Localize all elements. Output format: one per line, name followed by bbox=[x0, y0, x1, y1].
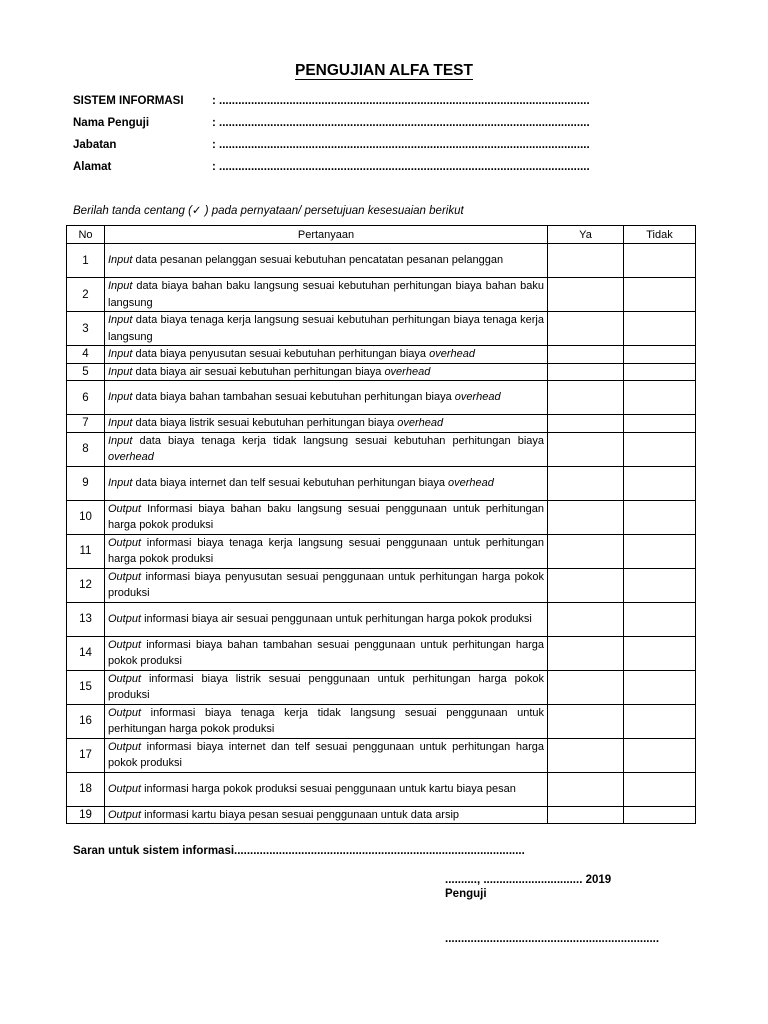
tidak-checkbox-cell[interactable] bbox=[624, 244, 696, 278]
row-question bbox=[105, 534, 548, 568]
table-row bbox=[67, 244, 696, 278]
question-text: informasi biaya tenaga kerja langsung sesuai penggunaan untuk perhitungan harga pokok produksi bbox=[108, 536, 544, 565]
row-number: 18 bbox=[67, 772, 105, 806]
table-row bbox=[67, 670, 696, 704]
yes-checkbox-cell[interactable] bbox=[548, 738, 624, 772]
row-number: 16 bbox=[67, 704, 105, 738]
question-lead: Input bbox=[108, 348, 133, 360]
yes-checkbox-cell[interactable] bbox=[548, 602, 624, 636]
row-question bbox=[105, 415, 548, 433]
row-question bbox=[105, 704, 548, 738]
table-row bbox=[67, 738, 696, 772]
question-table bbox=[66, 225, 696, 824]
table-row bbox=[67, 806, 696, 824]
yes-checkbox-cell[interactable] bbox=[548, 381, 624, 415]
tidak-checkbox-cell[interactable] bbox=[624, 363, 696, 381]
question-tail: overhead bbox=[448, 476, 494, 489]
row-number: 6 bbox=[67, 381, 105, 415]
field-value[interactable]: : .................................................................................................................... bbox=[212, 161, 590, 173]
yes-checkbox-cell[interactable] bbox=[548, 636, 624, 670]
row-number: 1 bbox=[67, 244, 105, 278]
question-lead: Output bbox=[108, 782, 142, 795]
row-number: 9 bbox=[67, 466, 105, 500]
row-number: 7 bbox=[67, 415, 105, 433]
tidak-checkbox-cell[interactable] bbox=[624, 466, 696, 500]
instruction-text: Berilah tanda centang (✓ ) pada pernyataan/ persetujuan kesesuaian berikut bbox=[73, 205, 464, 217]
question-text: informasi biaya air sesuai penggunaan untuk perhitungan harga pokok produksi bbox=[141, 612, 532, 625]
question-lead: Input bbox=[108, 391, 133, 404]
yes-checkbox-cell[interactable] bbox=[548, 670, 624, 704]
row-question bbox=[105, 466, 548, 500]
tidak-checkbox-cell[interactable] bbox=[624, 636, 696, 670]
table-row bbox=[67, 381, 696, 415]
question-lead: Output bbox=[108, 612, 142, 625]
tidak-checkbox-cell[interactable] bbox=[624, 772, 696, 806]
signature-line[interactable]: ................................................................... bbox=[445, 933, 660, 945]
question-text: data biaya tenaga kerja langsung sesuai kebutuhan perhitungan biaya tenaga kerja langsung bbox=[108, 314, 544, 343]
date-line[interactable]: .........., ............................... 2019 bbox=[445, 874, 612, 886]
question-lead: Output bbox=[108, 502, 142, 515]
question-text: data biaya internet dan telf sesuai kebutuhan perhitungan biaya bbox=[132, 476, 449, 489]
question-lead: Output bbox=[108, 740, 142, 753]
yes-checkbox-cell[interactable] bbox=[548, 466, 624, 500]
row-question bbox=[105, 278, 548, 312]
row-number: 14 bbox=[67, 636, 105, 670]
table-row bbox=[67, 432, 696, 466]
tidak-checkbox-cell[interactable] bbox=[624, 738, 696, 772]
table-row bbox=[67, 312, 696, 346]
tidak-checkbox-cell[interactable] bbox=[624, 346, 696, 364]
field-label: Nama Penguji bbox=[73, 117, 150, 129]
table-row bbox=[67, 636, 696, 670]
row-question bbox=[105, 738, 548, 772]
question-text: data biaya tenaga kerja tidak langsung sesuai kebutuhan perhitungan biaya bbox=[132, 434, 544, 447]
question-text: informasi kartu biaya pesan sesuai penggunaan untuk data arsip bbox=[141, 808, 460, 821]
yes-checkbox-cell[interactable] bbox=[548, 415, 624, 433]
table-row bbox=[67, 568, 696, 602]
question-lead: Input bbox=[108, 365, 133, 378]
row-question bbox=[105, 363, 548, 381]
question-text: data biaya penyusutan sesuai kebutuhan perhitungan biaya bbox=[132, 348, 430, 360]
row-question bbox=[105, 806, 548, 824]
penguji-label: Penguji bbox=[445, 888, 487, 900]
question-text: data pesanan pelanggan sesuai kebutuhan pencatatan pesanan pelanggan bbox=[132, 254, 504, 267]
table-row bbox=[67, 500, 696, 534]
question-text: informasi biaya internet dan telf sesuai penggunaan untuk perhitungan harga pokok produksi bbox=[108, 740, 544, 769]
row-question bbox=[105, 244, 548, 278]
field-value[interactable]: : .................................................................................................................... bbox=[212, 95, 590, 107]
tidak-checkbox-cell[interactable] bbox=[624, 670, 696, 704]
yes-checkbox-cell[interactable] bbox=[548, 432, 624, 466]
tidak-checkbox-cell[interactable] bbox=[624, 602, 696, 636]
table-row bbox=[67, 704, 696, 738]
yes-checkbox-cell[interactable] bbox=[548, 312, 624, 346]
row-number: 11 bbox=[67, 534, 105, 568]
question-text: data biaya listrik sesuai kebutuhan perhitungan biaya bbox=[132, 417, 398, 429]
table-row bbox=[67, 415, 696, 433]
yes-checkbox-cell[interactable] bbox=[548, 568, 624, 602]
row-question bbox=[105, 602, 548, 636]
question-lead: Output bbox=[108, 808, 142, 821]
tidak-checkbox-cell[interactable] bbox=[624, 704, 696, 738]
saran-line[interactable]: Saran untuk sistem informasi........................................................................................... bbox=[73, 845, 525, 857]
yes-checkbox-cell[interactable] bbox=[548, 806, 624, 824]
row-number: 12 bbox=[67, 568, 105, 602]
question-lead: Output bbox=[108, 536, 142, 549]
tidak-checkbox-cell[interactable] bbox=[624, 381, 696, 415]
question-text: informasi harga pokok produksi sesuai penggunaan untuk kartu biaya pesan bbox=[141, 782, 516, 795]
row-number: 10 bbox=[67, 500, 105, 534]
yes-checkbox-cell[interactable] bbox=[548, 534, 624, 568]
table-row bbox=[67, 363, 696, 381]
tidak-checkbox-cell[interactable] bbox=[624, 415, 696, 433]
question-lead: Output bbox=[108, 638, 142, 651]
table-row bbox=[67, 534, 696, 568]
row-number: 3 bbox=[67, 312, 105, 346]
header-question: Pertanyaan bbox=[105, 226, 548, 244]
row-number: 13 bbox=[67, 602, 105, 636]
tidak-checkbox-cell[interactable] bbox=[624, 806, 696, 824]
header-yes: Ya bbox=[548, 226, 624, 244]
question-text: informasi biaya listrik sesuai penggunaan untuk perhitungan harga pokok produksi bbox=[108, 672, 544, 701]
tidak-checkbox-cell[interactable] bbox=[624, 568, 696, 602]
row-question bbox=[105, 636, 548, 670]
question-lead: Output bbox=[108, 672, 142, 685]
question-lead: Input bbox=[108, 434, 133, 447]
yes-checkbox-cell[interactable] bbox=[548, 772, 624, 806]
question-text: Informasi biaya bahan baku langsung sesuai penggunaan untuk perhitungan harga pokok produksi bbox=[108, 502, 544, 531]
tidak-checkbox-cell[interactable] bbox=[624, 534, 696, 568]
row-question bbox=[105, 568, 548, 602]
row-question bbox=[105, 381, 548, 415]
yes-checkbox-cell[interactable] bbox=[548, 704, 624, 738]
question-text: informasi biaya bahan tambahan sesuai penggunaan untuk perhitungan harga pokok produksi bbox=[108, 638, 544, 667]
row-number: 5 bbox=[67, 363, 105, 381]
tidak-checkbox-cell[interactable] bbox=[624, 432, 696, 466]
table-row bbox=[67, 602, 696, 636]
question-lead: Output bbox=[108, 570, 142, 583]
row-question bbox=[105, 432, 548, 466]
table-header-row bbox=[67, 226, 696, 244]
field-label: SISTEM INFORMASI bbox=[73, 95, 184, 107]
page-title: PENGUJIAN ALFA TEST bbox=[295, 62, 473, 79]
yes-checkbox-cell[interactable] bbox=[548, 346, 624, 364]
field-value[interactable]: : .................................................................................................................... bbox=[212, 139, 590, 151]
question-tail: overhead bbox=[454, 391, 501, 404]
yes-checkbox-cell[interactable] bbox=[548, 363, 624, 381]
row-number: 19 bbox=[67, 806, 105, 824]
question-lead: Input bbox=[108, 476, 133, 489]
row-number: 2 bbox=[67, 278, 105, 312]
question-lead: Input bbox=[108, 280, 133, 292]
row-question bbox=[105, 346, 548, 364]
question-lead: Input bbox=[108, 314, 133, 326]
header-no: No bbox=[67, 226, 105, 244]
field-label: Alamat bbox=[73, 161, 112, 173]
row-number: 4 bbox=[67, 346, 105, 364]
row-number: 8 bbox=[67, 432, 105, 466]
field-value[interactable]: : .................................................................................................................... bbox=[212, 117, 590, 129]
question-text: informasi biaya tenaga kerja tidak langsung sesuai penggunaan untuk perhitungan harga pokok produksi bbox=[108, 706, 544, 735]
question-tail: overhead bbox=[108, 451, 154, 463]
table-row bbox=[67, 466, 696, 500]
tidak-checkbox-cell[interactable] bbox=[624, 500, 696, 534]
question-text: data biaya bahan baku langsung sesuai kebutuhan perhitungan biaya bahan baku langsung bbox=[108, 280, 544, 309]
question-text: data biaya air sesuai kebutuhan perhitungan biaya bbox=[132, 365, 385, 378]
table-row bbox=[67, 278, 696, 312]
question-lead: Input bbox=[108, 417, 133, 429]
yes-checkbox-cell[interactable] bbox=[548, 244, 624, 278]
tidak-checkbox-cell[interactable] bbox=[624, 312, 696, 346]
row-question bbox=[105, 312, 548, 346]
question-tail: overhead bbox=[397, 417, 444, 429]
header-tidak: Tidak bbox=[624, 226, 696, 244]
question-lead: Output bbox=[108, 706, 142, 719]
question-lead: Input bbox=[108, 254, 133, 267]
table-row bbox=[67, 772, 696, 806]
question-text: informasi biaya penyusutan sesuai penggunaan untuk perhitungan harga pokok produksi bbox=[108, 570, 544, 599]
table-row bbox=[67, 346, 696, 364]
tidak-checkbox-cell[interactable] bbox=[624, 278, 696, 312]
question-tail: overhead bbox=[429, 348, 475, 360]
field-label: Jabatan bbox=[73, 139, 117, 151]
yes-checkbox-cell[interactable] bbox=[548, 500, 624, 534]
question-tail: overhead bbox=[384, 365, 431, 378]
question-text: data biaya bahan tambahan sesuai kebutuhan perhitungan biaya bbox=[132, 391, 455, 404]
row-number: 15 bbox=[67, 670, 105, 704]
row-question bbox=[105, 772, 548, 806]
row-number: 17 bbox=[67, 738, 105, 772]
row-question bbox=[105, 500, 548, 534]
row-question bbox=[105, 670, 548, 704]
yes-checkbox-cell[interactable] bbox=[548, 278, 624, 312]
